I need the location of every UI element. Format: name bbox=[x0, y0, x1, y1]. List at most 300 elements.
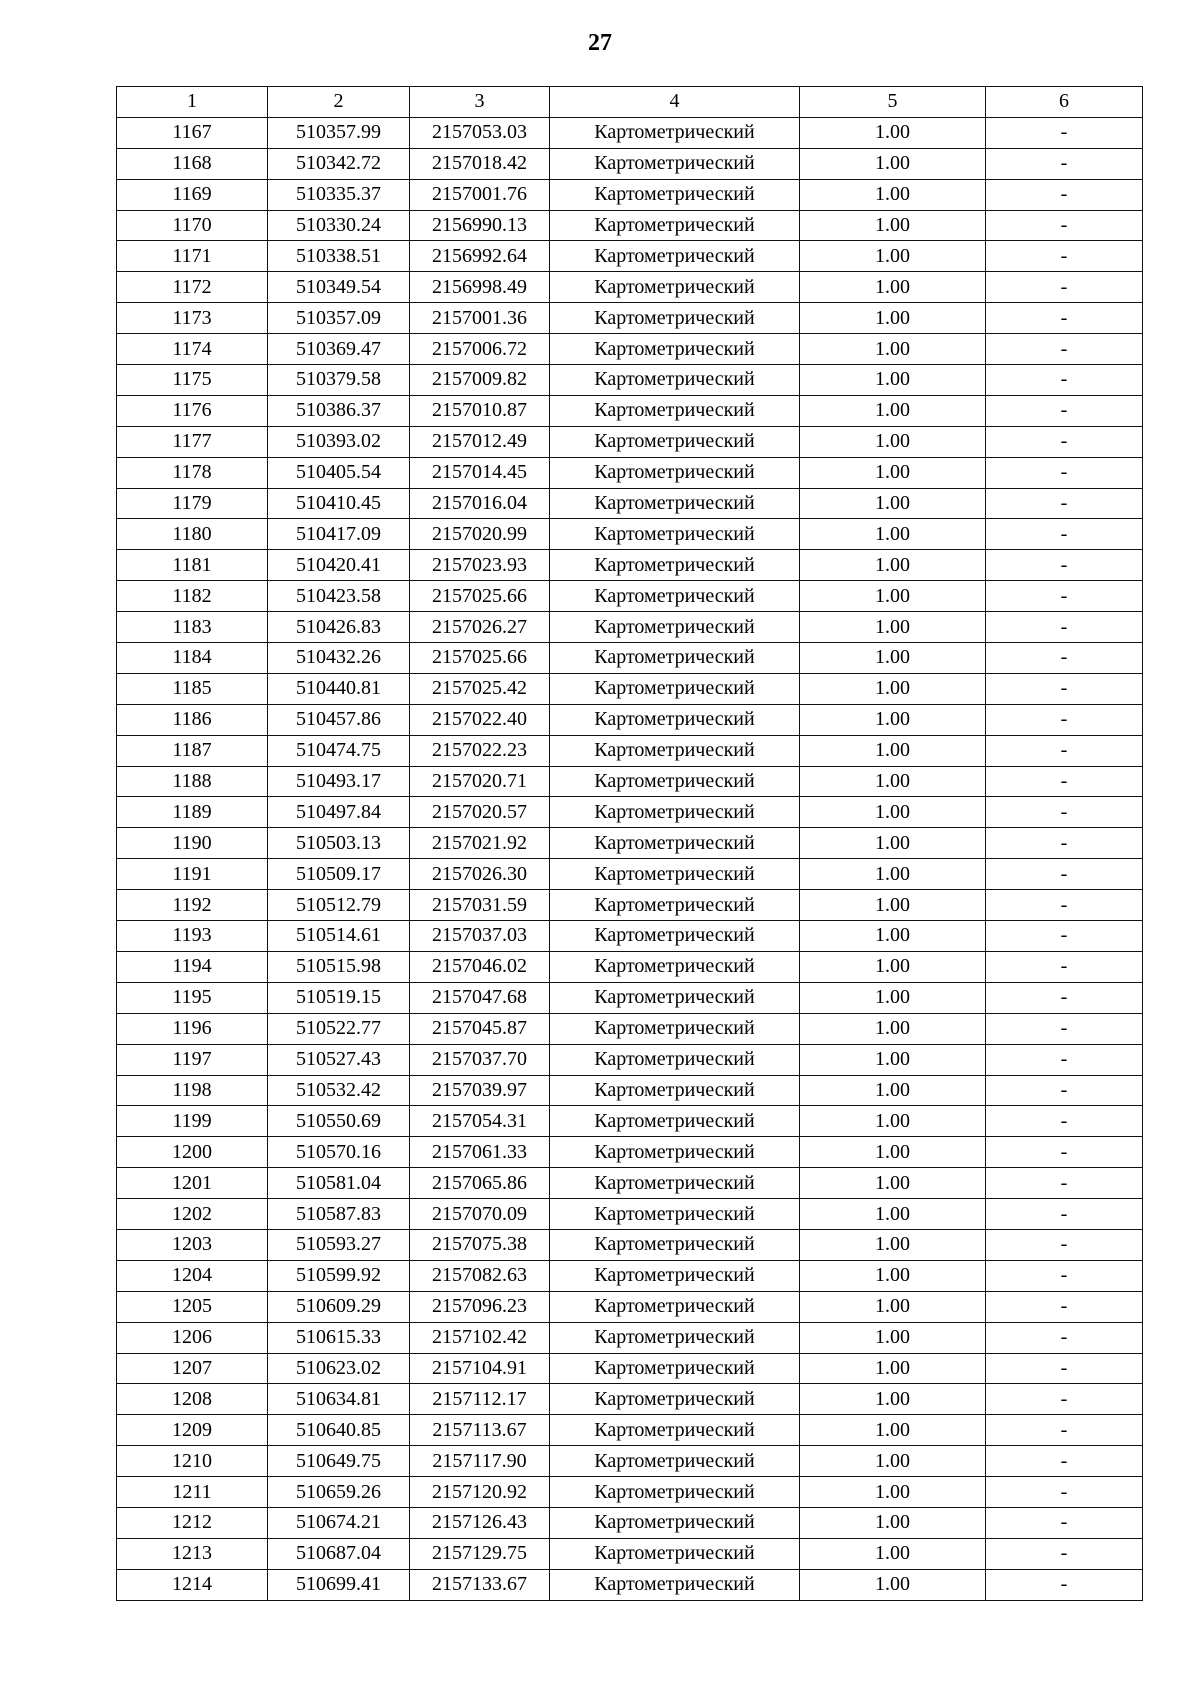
x-coordinate-cell: 510509.17 bbox=[268, 859, 410, 890]
x-coordinate-cell: 510330.24 bbox=[268, 210, 410, 241]
method-cell: Картометрический bbox=[550, 1291, 800, 1322]
table-row bbox=[117, 117, 1143, 148]
note-cell: - bbox=[986, 117, 1143, 148]
accuracy-cell: 1.00 bbox=[800, 982, 986, 1013]
method-cell: Картометрический bbox=[550, 1044, 800, 1075]
table-row bbox=[117, 1229, 1143, 1260]
point-number-cell: 1186 bbox=[117, 704, 268, 735]
point-number-cell: 1179 bbox=[117, 488, 268, 519]
point-number-cell: 1209 bbox=[117, 1415, 268, 1446]
y-coordinate-cell: 2157047.68 bbox=[410, 982, 550, 1013]
note-cell: - bbox=[986, 1569, 1143, 1600]
point-number-cell: 1185 bbox=[117, 673, 268, 704]
y-coordinate-cell: 2156992.64 bbox=[410, 241, 550, 272]
x-coordinate-cell: 510493.17 bbox=[268, 766, 410, 797]
accuracy-cell: 1.00 bbox=[800, 1199, 986, 1230]
accuracy-cell: 1.00 bbox=[800, 797, 986, 828]
method-cell: Картометрический bbox=[550, 612, 800, 643]
accuracy-cell: 1.00 bbox=[800, 1353, 986, 1384]
x-coordinate-cell: 510522.77 bbox=[268, 1013, 410, 1044]
y-coordinate-cell: 2157020.57 bbox=[410, 797, 550, 828]
table-row bbox=[117, 303, 1143, 334]
x-coordinate-cell: 510527.43 bbox=[268, 1044, 410, 1075]
accuracy-cell: 1.00 bbox=[800, 1569, 986, 1600]
accuracy-cell: 1.00 bbox=[800, 1291, 986, 1322]
point-number-cell: 1201 bbox=[117, 1168, 268, 1199]
table-row bbox=[117, 1415, 1143, 1446]
x-coordinate-cell: 510532.42 bbox=[268, 1075, 410, 1106]
note-cell: - bbox=[986, 1168, 1143, 1199]
accuracy-cell: 1.00 bbox=[800, 303, 986, 334]
point-number-cell: 1202 bbox=[117, 1199, 268, 1230]
x-coordinate-cell: 510593.27 bbox=[268, 1229, 410, 1260]
table-row bbox=[117, 1044, 1143, 1075]
x-coordinate-cell: 510342.72 bbox=[268, 148, 410, 179]
x-coordinate-cell: 510426.83 bbox=[268, 612, 410, 643]
point-number-cell: 1176 bbox=[117, 395, 268, 426]
method-cell: Картометрический bbox=[550, 1353, 800, 1384]
note-cell: - bbox=[986, 1199, 1143, 1230]
header-cell-5: 5 bbox=[800, 87, 986, 118]
accuracy-cell: 1.00 bbox=[800, 1013, 986, 1044]
method-cell: Картометрический bbox=[550, 673, 800, 704]
note-cell: - bbox=[986, 1322, 1143, 1353]
x-coordinate-cell: 510599.92 bbox=[268, 1260, 410, 1291]
table-row bbox=[117, 1013, 1143, 1044]
table-row bbox=[117, 241, 1143, 272]
x-coordinate-cell: 510634.81 bbox=[268, 1384, 410, 1415]
method-cell: Картометрический bbox=[550, 1538, 800, 1569]
accuracy-cell: 1.00 bbox=[800, 1137, 986, 1168]
note-cell: - bbox=[986, 334, 1143, 365]
method-cell: Картометрический bbox=[550, 1446, 800, 1477]
x-coordinate-cell: 510432.26 bbox=[268, 643, 410, 674]
y-coordinate-cell: 2157020.71 bbox=[410, 766, 550, 797]
table-row bbox=[117, 179, 1143, 210]
y-coordinate-cell: 2157039.97 bbox=[410, 1075, 550, 1106]
x-coordinate-cell: 510379.58 bbox=[268, 365, 410, 396]
header-cell-1: 1 bbox=[117, 87, 268, 118]
x-coordinate-cell: 510615.33 bbox=[268, 1322, 410, 1353]
point-number-cell: 1168 bbox=[117, 148, 268, 179]
point-number-cell: 1167 bbox=[117, 117, 268, 148]
table-row bbox=[117, 210, 1143, 241]
accuracy-cell: 1.00 bbox=[800, 1415, 986, 1446]
x-coordinate-cell: 510640.85 bbox=[268, 1415, 410, 1446]
y-coordinate-cell: 2157001.76 bbox=[410, 179, 550, 210]
point-number-cell: 1199 bbox=[117, 1106, 268, 1137]
note-cell: - bbox=[986, 1291, 1143, 1322]
accuracy-cell: 1.00 bbox=[800, 921, 986, 952]
point-number-cell: 1184 bbox=[117, 643, 268, 674]
y-coordinate-cell: 2157022.23 bbox=[410, 735, 550, 766]
accuracy-cell: 1.00 bbox=[800, 1168, 986, 1199]
note-cell: - bbox=[986, 797, 1143, 828]
y-coordinate-cell: 2157061.33 bbox=[410, 1137, 550, 1168]
note-cell: - bbox=[986, 1477, 1143, 1508]
accuracy-cell: 1.00 bbox=[800, 704, 986, 735]
note-cell: - bbox=[986, 982, 1143, 1013]
method-cell: Картометрический bbox=[550, 148, 800, 179]
method-cell: Картометрический bbox=[550, 1415, 800, 1446]
note-cell: - bbox=[986, 148, 1143, 179]
y-coordinate-cell: 2157120.92 bbox=[410, 1477, 550, 1508]
x-coordinate-cell: 510699.41 bbox=[268, 1569, 410, 1600]
x-coordinate-cell: 510386.37 bbox=[268, 395, 410, 426]
method-cell: Картометрический bbox=[550, 179, 800, 210]
table-row bbox=[117, 1446, 1143, 1477]
accuracy-cell: 1.00 bbox=[800, 550, 986, 581]
header-cell-2: 2 bbox=[268, 87, 410, 118]
y-coordinate-cell: 2157046.02 bbox=[410, 951, 550, 982]
point-number-cell: 1197 bbox=[117, 1044, 268, 1075]
point-number-cell: 1170 bbox=[117, 210, 268, 241]
accuracy-cell: 1.00 bbox=[800, 334, 986, 365]
note-cell: - bbox=[986, 1384, 1143, 1415]
x-coordinate-cell: 510420.41 bbox=[268, 550, 410, 581]
accuracy-cell: 1.00 bbox=[800, 1260, 986, 1291]
table-row bbox=[117, 581, 1143, 612]
method-cell: Картометрический bbox=[550, 735, 800, 766]
table-row bbox=[117, 1260, 1143, 1291]
method-cell: Картометрический bbox=[550, 1260, 800, 1291]
note-cell: - bbox=[986, 766, 1143, 797]
point-number-cell: 1183 bbox=[117, 612, 268, 643]
method-cell: Картометрический bbox=[550, 395, 800, 426]
point-number-cell: 1187 bbox=[117, 735, 268, 766]
method-cell: Картометрический bbox=[550, 1137, 800, 1168]
method-cell: Картометрический bbox=[550, 828, 800, 859]
x-coordinate-cell: 510405.54 bbox=[268, 457, 410, 488]
note-cell: - bbox=[986, 673, 1143, 704]
point-number-cell: 1194 bbox=[117, 951, 268, 982]
method-cell: Картометрический bbox=[550, 766, 800, 797]
x-coordinate-cell: 510649.75 bbox=[268, 1446, 410, 1477]
note-cell: - bbox=[986, 1538, 1143, 1569]
x-coordinate-cell: 510570.16 bbox=[268, 1137, 410, 1168]
method-cell: Картометрический bbox=[550, 982, 800, 1013]
table-row bbox=[117, 1477, 1143, 1508]
header-row bbox=[117, 87, 1143, 118]
accuracy-cell: 1.00 bbox=[800, 735, 986, 766]
accuracy-cell: 1.00 bbox=[800, 1229, 986, 1260]
table-row bbox=[117, 1075, 1143, 1106]
accuracy-cell: 1.00 bbox=[800, 1384, 986, 1415]
accuracy-cell: 1.00 bbox=[800, 890, 986, 921]
header-cell-4: 4 bbox=[550, 87, 800, 118]
y-coordinate-cell: 2157075.38 bbox=[410, 1229, 550, 1260]
point-number-cell: 1181 bbox=[117, 550, 268, 581]
note-cell: - bbox=[986, 1106, 1143, 1137]
y-coordinate-cell: 2157037.03 bbox=[410, 921, 550, 952]
table-row bbox=[117, 890, 1143, 921]
accuracy-cell: 1.00 bbox=[800, 1507, 986, 1538]
method-cell: Картометрический bbox=[550, 1507, 800, 1538]
accuracy-cell: 1.00 bbox=[800, 1446, 986, 1477]
y-coordinate-cell: 2157129.75 bbox=[410, 1538, 550, 1569]
point-number-cell: 1204 bbox=[117, 1260, 268, 1291]
x-coordinate-cell: 510410.45 bbox=[268, 488, 410, 519]
method-cell: Картометрический bbox=[550, 334, 800, 365]
note-cell: - bbox=[986, 179, 1143, 210]
note-cell: - bbox=[986, 859, 1143, 890]
accuracy-cell: 1.00 bbox=[800, 210, 986, 241]
note-cell: - bbox=[986, 550, 1143, 581]
x-coordinate-cell: 510512.79 bbox=[268, 890, 410, 921]
table-body bbox=[117, 117, 1143, 1600]
x-coordinate-cell: 510369.47 bbox=[268, 334, 410, 365]
point-number-cell: 1211 bbox=[117, 1477, 268, 1508]
table-row bbox=[117, 643, 1143, 674]
y-coordinate-cell: 2157016.04 bbox=[410, 488, 550, 519]
accuracy-cell: 1.00 bbox=[800, 1538, 986, 1569]
y-coordinate-cell: 2156990.13 bbox=[410, 210, 550, 241]
accuracy-cell: 1.00 bbox=[800, 241, 986, 272]
note-cell: - bbox=[986, 1229, 1143, 1260]
method-cell: Картометрический bbox=[550, 859, 800, 890]
y-coordinate-cell: 2157031.59 bbox=[410, 890, 550, 921]
note-cell: - bbox=[986, 951, 1143, 982]
accuracy-cell: 1.00 bbox=[800, 488, 986, 519]
method-cell: Картометрический bbox=[550, 426, 800, 457]
table-row bbox=[117, 982, 1143, 1013]
table-row bbox=[117, 766, 1143, 797]
x-coordinate-cell: 510338.51 bbox=[268, 241, 410, 272]
x-coordinate-cell: 510474.75 bbox=[268, 735, 410, 766]
coordinates-table bbox=[116, 86, 1143, 1601]
table-row bbox=[117, 426, 1143, 457]
y-coordinate-cell: 2157025.66 bbox=[410, 643, 550, 674]
table-row bbox=[117, 519, 1143, 550]
x-coordinate-cell: 510514.61 bbox=[268, 921, 410, 952]
accuracy-cell: 1.00 bbox=[800, 859, 986, 890]
x-coordinate-cell: 510609.29 bbox=[268, 1291, 410, 1322]
header-cell-3: 3 bbox=[410, 87, 550, 118]
table-row bbox=[117, 735, 1143, 766]
table-row bbox=[117, 1384, 1143, 1415]
table-row bbox=[117, 1507, 1143, 1538]
table-row bbox=[117, 1168, 1143, 1199]
x-coordinate-cell: 510497.84 bbox=[268, 797, 410, 828]
y-coordinate-cell: 2157025.42 bbox=[410, 673, 550, 704]
note-cell: - bbox=[986, 395, 1143, 426]
accuracy-cell: 1.00 bbox=[800, 426, 986, 457]
method-cell: Картометрический bbox=[550, 921, 800, 952]
accuracy-cell: 1.00 bbox=[800, 581, 986, 612]
note-cell: - bbox=[986, 921, 1143, 952]
x-coordinate-cell: 510687.04 bbox=[268, 1538, 410, 1569]
method-cell: Картометрический bbox=[550, 1229, 800, 1260]
note-cell: - bbox=[986, 704, 1143, 735]
point-number-cell: 1208 bbox=[117, 1384, 268, 1415]
note-cell: - bbox=[986, 1415, 1143, 1446]
point-number-cell: 1192 bbox=[117, 890, 268, 921]
accuracy-cell: 1.00 bbox=[800, 365, 986, 396]
x-coordinate-cell: 510417.09 bbox=[268, 519, 410, 550]
note-cell: - bbox=[986, 1446, 1143, 1477]
x-coordinate-cell: 510587.83 bbox=[268, 1199, 410, 1230]
y-coordinate-cell: 2157117.90 bbox=[410, 1446, 550, 1477]
x-coordinate-cell: 510357.09 bbox=[268, 303, 410, 334]
table-row bbox=[117, 488, 1143, 519]
y-coordinate-cell: 2157112.17 bbox=[410, 1384, 550, 1415]
x-coordinate-cell: 510440.81 bbox=[268, 673, 410, 704]
x-coordinate-cell: 510335.37 bbox=[268, 179, 410, 210]
table-row bbox=[117, 334, 1143, 365]
accuracy-cell: 1.00 bbox=[800, 1477, 986, 1508]
accuracy-cell: 1.00 bbox=[800, 1106, 986, 1137]
method-cell: Картометрический bbox=[550, 488, 800, 519]
point-number-cell: 1195 bbox=[117, 982, 268, 1013]
accuracy-cell: 1.00 bbox=[800, 766, 986, 797]
method-cell: Картометрический bbox=[550, 457, 800, 488]
y-coordinate-cell: 2157023.93 bbox=[410, 550, 550, 581]
table-row bbox=[117, 612, 1143, 643]
x-coordinate-cell: 510623.02 bbox=[268, 1353, 410, 1384]
note-cell: - bbox=[986, 303, 1143, 334]
table-row bbox=[117, 859, 1143, 890]
method-cell: Картометрический bbox=[550, 117, 800, 148]
table-row bbox=[117, 1538, 1143, 1569]
point-number-cell: 1213 bbox=[117, 1538, 268, 1569]
accuracy-cell: 1.00 bbox=[800, 828, 986, 859]
method-cell: Картометрический bbox=[550, 519, 800, 550]
point-number-cell: 1205 bbox=[117, 1291, 268, 1322]
table-row bbox=[117, 365, 1143, 396]
table-row bbox=[117, 1322, 1143, 1353]
y-coordinate-cell: 2157082.63 bbox=[410, 1260, 550, 1291]
y-coordinate-cell: 2157104.91 bbox=[410, 1353, 550, 1384]
method-cell: Картометрический bbox=[550, 890, 800, 921]
x-coordinate-cell: 510519.15 bbox=[268, 982, 410, 1013]
table-row bbox=[117, 704, 1143, 735]
accuracy-cell: 1.00 bbox=[800, 117, 986, 148]
note-cell: - bbox=[986, 1075, 1143, 1106]
x-coordinate-cell: 510659.26 bbox=[268, 1477, 410, 1508]
y-coordinate-cell: 2157045.87 bbox=[410, 1013, 550, 1044]
point-number-cell: 1172 bbox=[117, 272, 268, 303]
note-cell: - bbox=[986, 272, 1143, 303]
method-cell: Картометрический bbox=[550, 1075, 800, 1106]
method-cell: Картометрический bbox=[550, 704, 800, 735]
method-cell: Картометрический bbox=[550, 210, 800, 241]
note-cell: - bbox=[986, 1044, 1143, 1075]
accuracy-cell: 1.00 bbox=[800, 519, 986, 550]
point-number-cell: 1169 bbox=[117, 179, 268, 210]
accuracy-cell: 1.00 bbox=[800, 1322, 986, 1353]
note-cell: - bbox=[986, 581, 1143, 612]
x-coordinate-cell: 510393.02 bbox=[268, 426, 410, 457]
y-coordinate-cell: 2157018.42 bbox=[410, 148, 550, 179]
point-number-cell: 1198 bbox=[117, 1075, 268, 1106]
note-cell: - bbox=[986, 890, 1143, 921]
method-cell: Картометрический bbox=[550, 550, 800, 581]
y-coordinate-cell: 2157096.23 bbox=[410, 1291, 550, 1322]
x-coordinate-cell: 510357.99 bbox=[268, 117, 410, 148]
point-number-cell: 1175 bbox=[117, 365, 268, 396]
point-number-cell: 1214 bbox=[117, 1569, 268, 1600]
y-coordinate-cell: 2157053.03 bbox=[410, 117, 550, 148]
accuracy-cell: 1.00 bbox=[800, 457, 986, 488]
point-number-cell: 1200 bbox=[117, 1137, 268, 1168]
x-coordinate-cell: 510457.86 bbox=[268, 704, 410, 735]
table-row bbox=[117, 272, 1143, 303]
accuracy-cell: 1.00 bbox=[800, 272, 986, 303]
note-cell: - bbox=[986, 519, 1143, 550]
y-coordinate-cell: 2157113.67 bbox=[410, 1415, 550, 1446]
y-coordinate-cell: 2157009.82 bbox=[410, 365, 550, 396]
method-cell: Картометрический bbox=[550, 1013, 800, 1044]
accuracy-cell: 1.00 bbox=[800, 395, 986, 426]
table-row bbox=[117, 1353, 1143, 1384]
y-coordinate-cell: 2157022.40 bbox=[410, 704, 550, 735]
point-number-cell: 1178 bbox=[117, 457, 268, 488]
x-coordinate-cell: 510550.69 bbox=[268, 1106, 410, 1137]
method-cell: Картометрический bbox=[550, 1106, 800, 1137]
table-row bbox=[117, 148, 1143, 179]
note-cell: - bbox=[986, 426, 1143, 457]
y-coordinate-cell: 2157102.42 bbox=[410, 1322, 550, 1353]
note-cell: - bbox=[986, 1260, 1143, 1291]
note-cell: - bbox=[986, 612, 1143, 643]
note-cell: - bbox=[986, 735, 1143, 766]
method-cell: Картометрический bbox=[550, 303, 800, 334]
note-cell: - bbox=[986, 1137, 1143, 1168]
method-cell: Картометрический bbox=[550, 1199, 800, 1230]
accuracy-cell: 1.00 bbox=[800, 148, 986, 179]
method-cell: Картометрический bbox=[550, 1322, 800, 1353]
y-coordinate-cell: 2157021.92 bbox=[410, 828, 550, 859]
table-header bbox=[117, 87, 1143, 118]
point-number-cell: 1177 bbox=[117, 426, 268, 457]
x-coordinate-cell: 510581.04 bbox=[268, 1168, 410, 1199]
note-cell: - bbox=[986, 210, 1143, 241]
table-row bbox=[117, 550, 1143, 581]
method-cell: Картометрический bbox=[550, 643, 800, 674]
point-number-cell: 1207 bbox=[117, 1353, 268, 1384]
note-cell: - bbox=[986, 457, 1143, 488]
table-row bbox=[117, 921, 1143, 952]
note-cell: - bbox=[986, 828, 1143, 859]
accuracy-cell: 1.00 bbox=[800, 673, 986, 704]
point-number-cell: 1206 bbox=[117, 1322, 268, 1353]
table-row bbox=[117, 1137, 1143, 1168]
x-coordinate-cell: 510674.21 bbox=[268, 1507, 410, 1538]
table-row bbox=[117, 457, 1143, 488]
note-cell: - bbox=[986, 365, 1143, 396]
point-number-cell: 1212 bbox=[117, 1507, 268, 1538]
y-coordinate-cell: 2157037.70 bbox=[410, 1044, 550, 1075]
y-coordinate-cell: 2157126.43 bbox=[410, 1507, 550, 1538]
point-number-cell: 1190 bbox=[117, 828, 268, 859]
y-coordinate-cell: 2157001.36 bbox=[410, 303, 550, 334]
x-coordinate-cell: 510515.98 bbox=[268, 951, 410, 982]
y-coordinate-cell: 2157026.30 bbox=[410, 859, 550, 890]
table-row bbox=[117, 1569, 1143, 1600]
method-cell: Картометрический bbox=[550, 581, 800, 612]
y-coordinate-cell: 2157010.87 bbox=[410, 395, 550, 426]
method-cell: Картометрический bbox=[550, 272, 800, 303]
table-row bbox=[117, 828, 1143, 859]
accuracy-cell: 1.00 bbox=[800, 1044, 986, 1075]
note-cell: - bbox=[986, 241, 1143, 272]
point-number-cell: 1196 bbox=[117, 1013, 268, 1044]
table-row bbox=[117, 1291, 1143, 1322]
accuracy-cell: 1.00 bbox=[800, 951, 986, 982]
y-coordinate-cell: 2157054.31 bbox=[410, 1106, 550, 1137]
note-cell: - bbox=[986, 643, 1143, 674]
point-number-cell: 1193 bbox=[117, 921, 268, 952]
